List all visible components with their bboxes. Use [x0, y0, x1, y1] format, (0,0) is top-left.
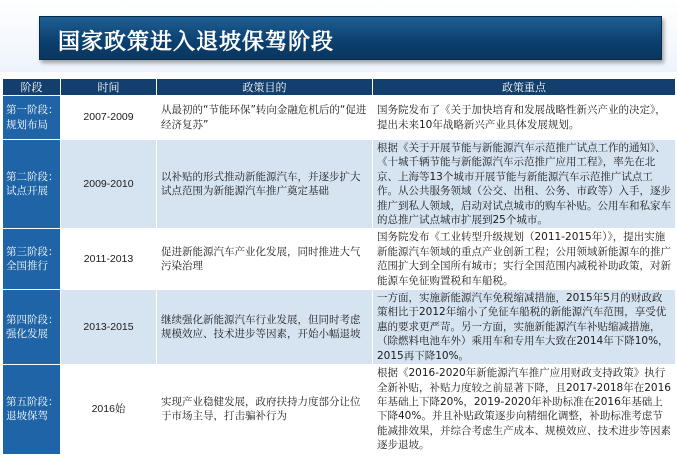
stage-cell: 第一阶段：规划布局: [3, 96, 61, 140]
goal-cell: 促进新能源汽车产业化发展，同时推进大气污染治理: [157, 229, 373, 290]
table-row: [3, 140, 676, 229]
policy-table: [2, 78, 676, 455]
stage-cell: 第三阶段：全国推行: [3, 229, 61, 290]
page-title: 国家政策进入退坡保驾阶段: [58, 30, 335, 55]
focus-cell: 国务院发布《工业转型升级规划（2011-2015年）》，提出实施新能源汽车领域的重点产业创新工程；公用领域新能源车的推广范围扩大到全国所有城市；实行全国范围内减税补助政策，对新能源车免征购置税和车船税。: [373, 229, 676, 290]
focus-cell: 国务院发布了《关于加快培育和发展战略性新兴产业的决定》，提出未来10年战略新兴产业具体发展规划。: [373, 96, 676, 140]
goal-cell: 以补贴的形式推动新能源汽车，并逐步扩大试点范围为新能源汽车推广奠定基础: [157, 140, 373, 229]
stage-cell: 第二阶段：试点开展: [3, 140, 61, 229]
table-row: [3, 365, 676, 454]
time-cell: 2016始: [61, 365, 157, 454]
time-cell: 2009-2010: [61, 140, 157, 229]
goal-cell: 实现产业稳健发展，政府扶持力度部分让位于市场主导，打击骗补行为: [157, 365, 373, 454]
title-banner: [39, 16, 662, 60]
column-header-stage: 阶段: [3, 79, 61, 96]
stage-cell: 第四阶段：强化发展: [3, 290, 61, 365]
column-header-time: 时间: [61, 79, 157, 96]
table-row: [3, 290, 676, 365]
stage-cell: 第五阶段：退坡保驾: [3, 365, 61, 454]
goal-cell: 从最初的“节能环保”转向金融危机后的“促进经济复苏”: [157, 96, 373, 140]
focus-cell: 根据《关于开展节能与新能源汽车示范推广试点工作的通知》、《十城千辆节能与新能源汽车示范推广应用工程》，率先在北京、上海等13个城市开展节能与新能源汽车示范推广试点工作。从公共服务领域（公交、出租、公务、市政等）入手，逐步推广到私人领域，启动对试点城市的购车补贴。公用车和私家车的总推广试点城市扩展到25个城市。: [373, 140, 676, 229]
time-cell: 2011-2013: [61, 229, 157, 290]
goal-cell: 继续强化新能源汽车行业发展，但同时考虑规模效应、技术进步等因素，开始小幅退坡: [157, 290, 373, 365]
time-cell: 2013-2015: [61, 290, 157, 365]
table-header-row: [3, 79, 676, 96]
column-header-focus: 政策重点: [373, 79, 676, 96]
focus-cell: 一方面，实施新能源汽车免税缩减措施，2015年5月的财政政策相比于2012年缩小了免征车船税的新能源汽车范围，享受优惠的要求更严苛。另一方面，实施新能源汽车补贴缩减措施，（除燃料电池车外）乘用车和专用车大致在2014年下降10%，2015再下降10%。: [373, 290, 676, 365]
table-row: [3, 96, 676, 140]
column-header-goal: 政策目的: [157, 79, 373, 96]
time-cell: 2007-2009: [61, 96, 157, 140]
table-row: [3, 229, 676, 290]
focus-cell: 根据《2016-2020年新能源汽车推广应用财政支持政策》执行全新补贴，补贴力度较之前显著下降，且2017-2018年在2016年基础上下降20%，2019-2020年补助标准在2016年基础上下降40%。并且补贴政策逐步向精细化调整，补助标准考虑节能减排效果，并综合考虑生产成本、规模效应、技术进步等因素逐步退坡。: [373, 365, 676, 454]
